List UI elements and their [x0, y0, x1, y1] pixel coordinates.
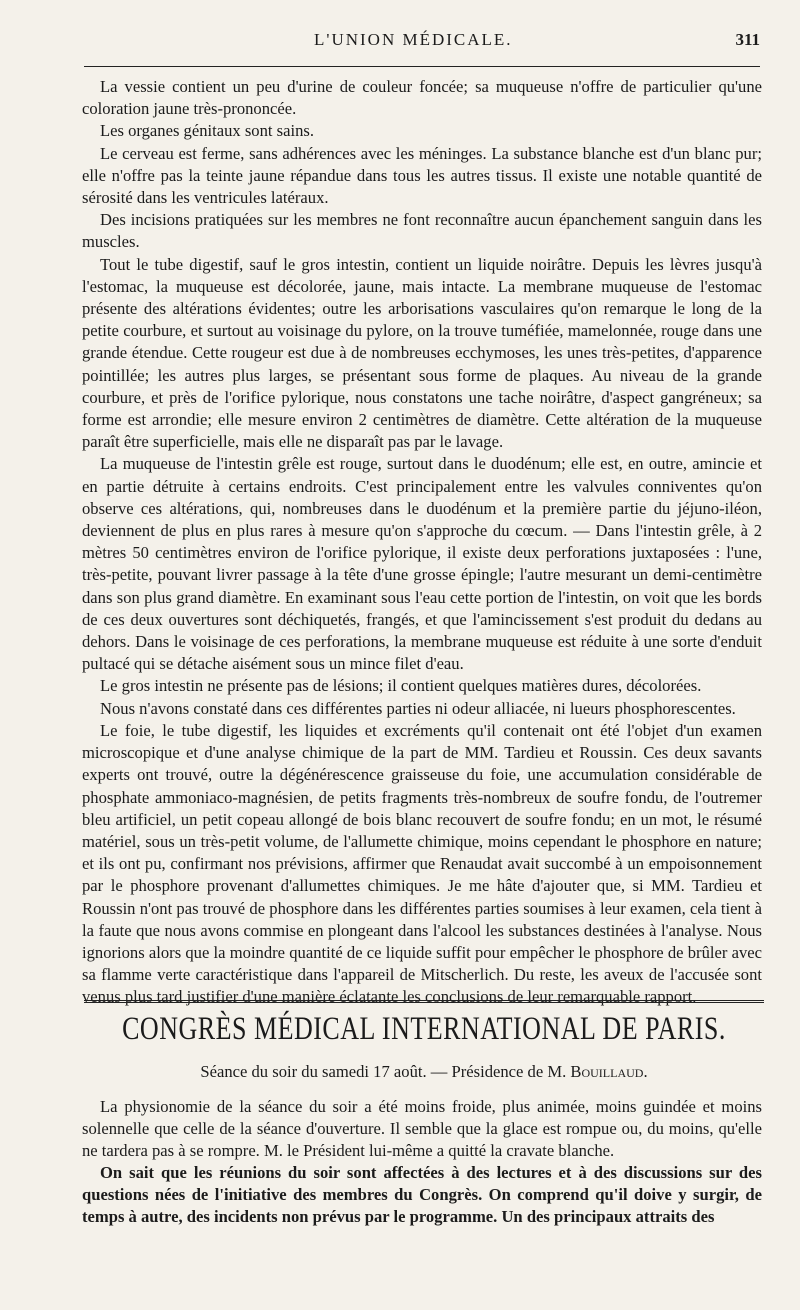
paragraph: Les organes génitaux sont sains. [100, 121, 314, 141]
page-number: 311 [735, 30, 760, 49]
paragraph: La muqueuse de l'intestin grêle est rouge, surtout dans le duodénum; elle est, en outre, amincie et en partie détruite à certains endroits. C'est principalement entre les valvules conniventes qu'on observe ces altérations, qui, nombreuses dans le duodénum et la première partie du jéjuno-iléon, deviennent de plus en plus rares à mesure qu'on s'approche du cœcum. — Dans l'intestin grêle, à 2 mètres 50 centimètres environ de l'orifice pylorique, il existe deux perforations juxtaposées : l'une, très-petite, pouvant livrer passage à la tête d'une grosse épingle; l'autre mesurant un demi-centimètre dans son plus grand diamètre. En examinant sous l'eau cette portion de l'intestin, on voit que les bords de ces deux ouvertures sont déchiquetés, frangés, et que l'amincissement s'est produit du dedans au dehors. Dans le voisinage de ces perforations, la membrane muqueuse est réduite à une sorte d'enduit pultacé qui se détache aisément sous un mince filet d'eau. [82, 454, 762, 674]
article-body [82, 76, 762, 1009]
section-body [82, 1096, 762, 1228]
president-name: Bouillaud [570, 1062, 644, 1081]
paragraph: La physionomie de la séance du soir a été moins froide, plus animée, moins guindée et moins solennelle que celle de la séance d'ouverture. Il semble que la glace est rompue ou, du moins, qu'elle ne tardera pas à se rompre. M. le Président lui-même a quitté la cravate blanche. [82, 1097, 762, 1160]
paragraph: Des incisions pratiquées sur les membres ne font reconnaître aucun épanchement sanguin dans les muscles. [82, 210, 762, 252]
paragraph: Le cerveau est ferme, sans adhérences avec les méninges. La substance blanche est d'un blanc pur; elle n'offre pas la teinte jaune répandue dans tous les autres tissus. Il existe une notable quantité de sérosité dans les ventricules latéraux. [82, 143, 762, 208]
paragraph: Le gros intestin ne présente pas de lésions; il contient quelques matières dures, décolorées. [100, 676, 702, 696]
section-subtitle [84, 1062, 764, 1082]
paragraph: Nous n'avons constaté dans ces différentes parties ni odeur alliacée, ni lueurs phosphorescentes. [100, 698, 736, 718]
paragraph: Le foie, le tube digestif, les liquides et excréments qu'il contenait ont été l'objet d'un examen microscopique et d'une analyse chimique de la part de MM. Tardieu et Roussin. Ces deux savants experts ont trouvé, outre la dégénérescence graisseuse du foie, une accumulation considérable de phosphate ammoniaco-magnésien, de petits fragments très-nombreux de soufre fondu, de l'outremer bleu artificiel, un petit copeau allongé de bois blanc recouvert de soufre fondu; en un mot, le résumé matériel, sous un très-petit volume, de l'allumette chimique, moins cependant le phosphore en nature; et ils ont pu, confirmant nos prévisions, affirmer que Renaudat avait succombé à un empoisonnement par le phosphore provenant d'allumettes chimiques. Je me hâte d'ajouter que, si MM. Tardieu et Roussin n'ont pas trouvé de phosphore dans les différentes parties soumises à leur examen, cela tient à la faute que nous avons commise en plongeant dans l'alcool les substances destinées à l'analyse. Nous ignorions alors que la moindre quantité de ce liquide suffit pour empêcher le phosphore de brûler avec sa flamme verte caractéristique dans l'appareil de Mitscherlich. Du reste, les aveux de l'accusée sont venus plus tard justifier d'une manière éclatante les conclusions de leur remarquable rapport. [82, 720, 762, 1007]
paragraph: La vessie contient un peu d'urine de couleur foncée; sa muqueuse n'offre de particulier qu'une coloration jaune très-prononcée. [82, 77, 762, 119]
header-rule [84, 66, 760, 67]
section-divider [84, 1000, 764, 1003]
journal-title: L'UNION MÉDICALE. [314, 30, 513, 49]
running-head [84, 30, 760, 58]
section-title: CONGRÈS MÉDICAL INTERNATIONAL DE PARIS. [122, 1010, 726, 1047]
subtitle-end: . [643, 1062, 648, 1081]
session-info: Séance du soir du samedi 17 août. — Présidence de M. [200, 1062, 571, 1081]
paragraph: On sait que les réunions du soir sont affectées à des lectures et à des discussions sur des questions nées de l'initiative des membres du Congrès. On comprend qu'il doive y surgir, de temps à autre, des incidents non prévus par le programme. Un des principaux attraits des [82, 1163, 762, 1226]
paragraph: Tout le tube digestif, sauf le gros intestin, contient un liquide noirâtre. Depuis les lèvres jusqu'à l'estomac, la muqueuse est décolorée, jaune, mais intacte. La membrane muqueuse de l'estomac présente des altérations évidentes; outre les arborisations vasculaires qu'on remarque le long de la petite courbure, et surtout au voisinage du pylore, on la trouve tuméfiée, mamelonnée, rouge dans une grande étendue. Cette rougeur est due à de nombreuses ecchymoses, les unes très-petites, d'apparence pointillée; les autres plus larges, se présentant sous forme de plaques. Au niveau de la grande courbure, et près de l'orifice pylorique, nous constatons une tache noirâtre, d'aspect gangréneux; sa forme est arrondie; elle mesure environ 2 centimètres de diamètre. Cette altération de la muqueuse paraît être superficielle, mais elle ne disparaît pas par le lavage. [82, 254, 762, 452]
